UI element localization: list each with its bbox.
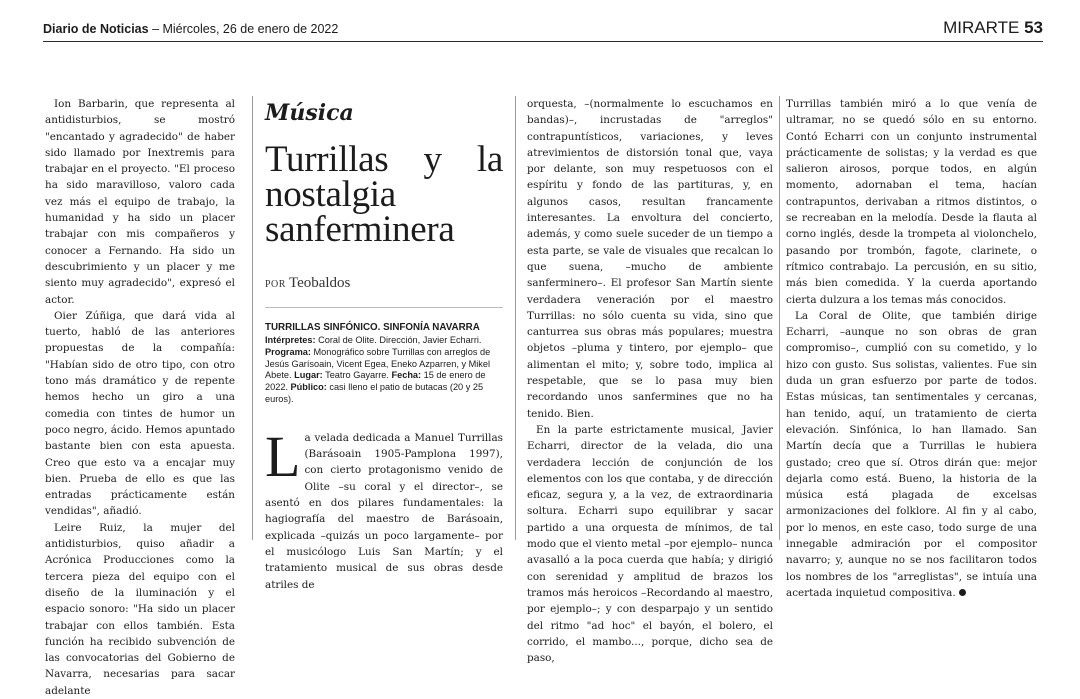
- left-column: [45, 96, 235, 697]
- col3-paragraph-1: orquesta, –(normalmente lo escuchamos en bandas)–, incrustadas de "arreglos" contrapuntísticos, variaciones, y leves atrevimientos de distorsión tonal que, vaya por delante, son muy respetuosos con el espíritu y fondo de las partituras, y, en algunos casos, resultan francamente interesantes. La envoltura del concierto, además, y como suele suceder de un tiempo a esta parte, se vale de visuales que recalcan lo que suena, –mucho de ambiente sanferminero–. El profesor San Martín siente verdadera veneración por el maestro Turrillas: no sólo cuenta su vida, sino que canturrea sus obras más populares; muestra objetos –pluma y tintero, por ejemplo– que alimentan el mito; y, sobre todo, implica al respetable, que se lo pasa muy bien recordando unos sanfermines que no ha tenido. Bien.: [527, 98, 773, 420]
- page-header: [43, 18, 1043, 40]
- col3-paragraph-2: En la parte estrictamente musical, Javier Echarri, director de la velada, dio una verdadera lección de conjunción de los elementos con los que contaba, y de dirección eficaz, segura y, a la vez, de extraordinaria soltura. Echarri supo equilibrar y sacar partido a una orquesta de mínimos, de tal modo que el viento metal –por ejemplo– nunca avasalló a la poca cuerda que había; y dirigió con serenidad y amplitud de brazos los tramos más heroicos –Recordando al maestro, por ejemplo–; y con desparpajo y un sentido del ritmo "ad hoc" el bayón, el bolero, el corrido, el mambo..., porque, dicho sea de paso,: [527, 423, 773, 665]
- byline-prefix: POR: [265, 279, 289, 290]
- column-four: [786, 96, 1037, 599]
- interpretes-value: Coral de Olite. Dirección, Javier Echarri.: [315, 335, 482, 346]
- article-opening: [265, 423, 503, 593]
- programa-label: Programa:: [265, 346, 311, 357]
- infobox-details: [265, 335, 503, 406]
- column-three: [527, 96, 773, 665]
- byline-rule: [265, 307, 503, 308]
- publication-name: Diario de Noticias: [43, 22, 149, 36]
- lugar-label: Lugar:: [294, 370, 323, 381]
- left-paragraph-1: Ion Barbarin, que representa al antidisturbios, se mostró "encantado y agradecido" de haber sido llamado por Inextremis para trabajar en el proyecto. "El proceso ha sido maravilloso, valoro cada vez más el equipo de trabajo, la humanidad y ha sido un placer trabajar con mis compañeros y conocer a Fernando. Ha sido un descubrimiento y un placer y me siento muy agradecido", expresó el actor.: [45, 98, 235, 306]
- publication-date: – Miércoles, 26 de enero de 2022: [148, 22, 339, 36]
- page-number: 53: [1024, 18, 1043, 37]
- section-label: Música: [265, 100, 354, 126]
- concert-infobox: [265, 322, 503, 406]
- header-publication-date: [43, 22, 338, 36]
- column-divider: [779, 96, 780, 540]
- fecha-value: 15 de enero de 2022.: [265, 370, 486, 393]
- infobox-title: TURRILLAS SINFÓNICO. SINFONÍA NAVARRA: [265, 322, 480, 334]
- section-name: MIRARTE: [943, 18, 1020, 37]
- fecha-label: Fecha:: [391, 370, 422, 381]
- left-paragraph-3: Leire Ruiz, la mujer del antidisturbios, quiso añadir a Acrónica Producciones como la tercera pieza del equipo con el diseño de la iluminación y el espacio sonoro: "Ha sido un placer trabajar con ellos también. Esta función ha recibido subvención de las convocatorias del Gobierno de Navarra, necesarias para sacar adelante: [45, 521, 235, 697]
- end-mark-icon: [959, 589, 966, 596]
- review-column: [265, 100, 503, 591]
- publico-value: casi lleno el patio de butacas (20 y 25 euros).: [265, 382, 484, 405]
- author-name: Teobaldos: [288, 275, 351, 291]
- lugar-value: Teatro Gayarre.: [322, 370, 392, 381]
- interpretes-label: Intérpretes:: [265, 335, 316, 346]
- header-section-page: [943, 18, 1043, 38]
- column-divider: [252, 96, 253, 540]
- opening-text: a velada dedicada a Manuel Turrillas (Barásoain 1905-Pamplona 1997), con cierto protagonismo venido de Olite –su coral y el director–, se asentó en dos pilares fundamentales: la hagiografía del maestro de Barásoain, explicada –quizás un poco largamente– por el musicólogo Luis San Martín; y el tratamiento musical de sus obras desde atriles de: [265, 431, 503, 591]
- article-title: Turrillas y la nostalgia sanferminera: [265, 139, 503, 250]
- col4-paragraph-2: [786, 308, 1037, 601]
- drop-cap: L: [265, 423, 301, 489]
- left-paragraph-2: Oier Zúñiga, que dará vida al tuerto, habló de las anteriores propuestas de la compañía: "Habían sido de otro tipo, con otro tono más dramático y de repente hemos hecho un giro a una comedia con tintes de humor un poco negro, ácido. Hemos apuntado bastante bien con esta apuesta. Creo que esto va a encajar muy bien. Prueba de ello es que las entradas prácticamente están vendidas", añadió.: [45, 309, 235, 518]
- col4-paragraph-1: Turrillas también miró a lo que venía de ultramar, no se quedó sólo en su entorno. Contó Echarri con un conjunto instrumental prácticamente de solistas; y la verdad es que salieron airosos, porque todos, en algún momento, adornaban el tema, hacían contrapuntos, derivaban a ritmos distintos, o se recreaban en la melodía. Desde la flauta al corno inglés, desde la trompeta al violonchelo, pasando por trombón, fagote, clarinete, o rítmico contrabajo. La percusión, en su sitio, más bien comedida. Y la cuerda aportando cierta dulzura a los temas más conocidos.: [786, 98, 1037, 306]
- header-rule: [43, 41, 1043, 42]
- column-divider: [515, 96, 516, 540]
- publico-label: Público:: [290, 382, 327, 393]
- programa-value: Monográfico sobre Turrillas con arreglos de Jesús Garísoain, Vicent Egea, Eneko Azparren, y Mikel Abete.: [265, 346, 491, 381]
- col4-paragraph-2-text: La Coral de Olite, que también dirige Echarri, –aunque no son obras de gran compromiso–, cumplió con su cometido, y lo hizo con gusto. Sus solistas, valientes. Fue sin duda un gran esfuerzo por parte de todos. Estas músicas, tan sentimentales y cercanas, han tenido, aquí, un tratamiento de cierta elevación. Sinfónica, lo han llamado. San Martín decía que a Turrillas le hubiera gustado; creo que sí. Otros dirán que: mejor dejarla como está. Bueno, la historia de la música está plagada de excelsas armonizaciones del folklore. Al fin y al cabo, por lo menos, en este caso, todo surge de una innegable admiración por el compositor navarro; y, aunque no se nos facilitaron todos los nombres de los "arreglistas", se intuía una acertada inquietud compositiva.: [786, 309, 1037, 599]
- byline: [265, 275, 503, 293]
